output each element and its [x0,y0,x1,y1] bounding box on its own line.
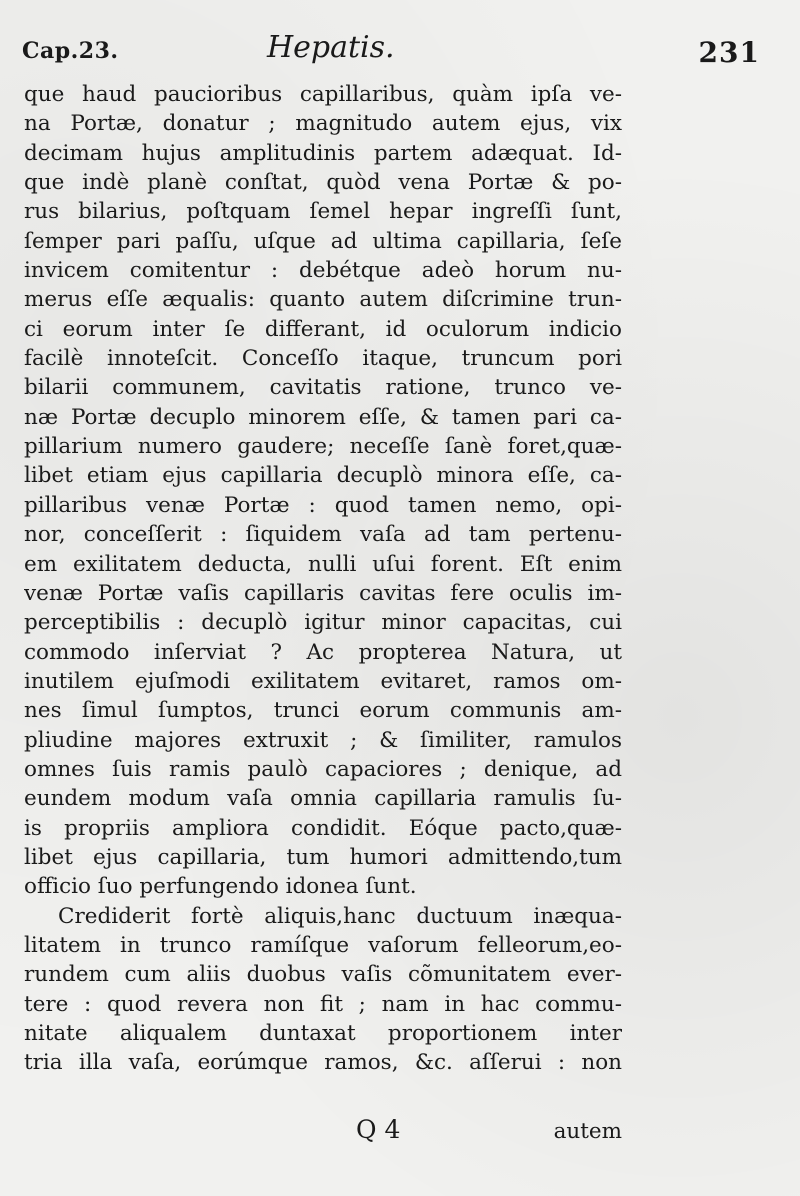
text-line: perceptibilis : decuplò igitur minor capacitas, cui [24,610,622,636]
text-line: invicem comitentur : debétque adeò horum nu- [24,258,622,284]
text-line: ſemper pari paſſu, uſque ad ultima capillaria, ſeſe [24,228,622,254]
text-line: que indè planè conſtat, quòd vena Portæ & po- [24,170,622,196]
text-line: na Portæ, donatur ; magnitudo autem ejus, vix [24,111,622,137]
text-line: eundem modum vaſa omnia capillaria ramulis ſu- [24,786,622,812]
text-line: rundem cum aliis duobus vaſis cõmunitatem ever- [24,962,622,988]
text-line: rus bilarius, poſtquam ſemel hepar ingreſſi ſunt, [24,199,622,225]
text-line: nes ſimul ſumptos, trunci eorum communis am- [24,698,622,724]
text-line: em exilitatem deducta, nulli uſui forent. Eſt enim [24,551,622,577]
running-title: Hepatis. [267,30,395,65]
text-line: tere : quod revera non fit ; nam in hac commu- [24,991,622,1017]
catchword: autem [553,1119,622,1144]
text-line: commodo inſerviat ? Ac propterea Natura, ut [24,639,622,665]
chapter-label: Cap.23. [22,38,119,64]
text-line: libet etiam ejus capillaria decuplò minora eſſe, ca- [24,463,622,489]
text-line: litatem in trunco ramíſque vaſorum felleorum,eo- [24,932,622,958]
text-line: nor, conceſſerit : ſiquidem vaſa ad tam pertenu- [24,522,622,548]
text-line: bilarii communem, cavitatis ratione, trunco ve- [24,375,622,401]
running-head [22,30,770,80]
text-line: ci eorum inter ſe differant, id oculorum indicio [24,316,622,342]
text-line: pillaribus venæ Portæ : quod tamen nemo, opi- [24,492,622,518]
text-line: venæ Portæ vaſis capillaris cavitas fere oculis im- [24,580,622,606]
text-line: nitate aliqualem duntaxat proportionem inter [24,1021,622,1046]
text-line: merus eſſe æqualis: quanto autem diſcrimine trun- [24,287,622,313]
page-footer [24,1115,622,1151]
page-number: 231 [698,36,760,69]
paragraph-start-line: Crediderit fortè aliquis,hanc ductuum inæqua- [58,903,622,929]
text-line: pliudine majores extruxit ; & ſimiliter, ramulos [24,727,622,753]
text-line: tria illa vaſa, eorúmque ramos, &c. aſſerui : non [24,1050,622,1076]
text-line: decimam hujus amplitudinis partem adæquat. Id- [24,140,622,166]
text-line: que haud paucioribus capillaribus, quàm ipſa ve- [24,82,622,107]
text-line: facilè innoteſcit. Conceſſo itaque, truncum pori [24,346,622,372]
body-text [24,80,622,1078]
text-line: officio ſuo perfungendo idonea ſunt. [24,874,417,900]
text-line: pillarium numero gaudere; neceſſe ſanè foret,quæ- [24,434,622,460]
text-line: libet ejus capillaria, tum humori admittendo,tum [24,844,622,870]
text-line: omnes ſuis ramis paulò capaciores ; denique, ad [24,756,622,782]
signature-mark: Q 4 [356,1115,401,1144]
text-line: inutilem ejuſmodi exilitatem evitaret, ramos om- [24,668,622,694]
text-line: næ Portæ decuplo minorem eſſe, & tamen pari ca- [24,404,622,430]
text-line: is propriis ampliora condidit. Eóque pacto,quæ- [24,815,622,841]
